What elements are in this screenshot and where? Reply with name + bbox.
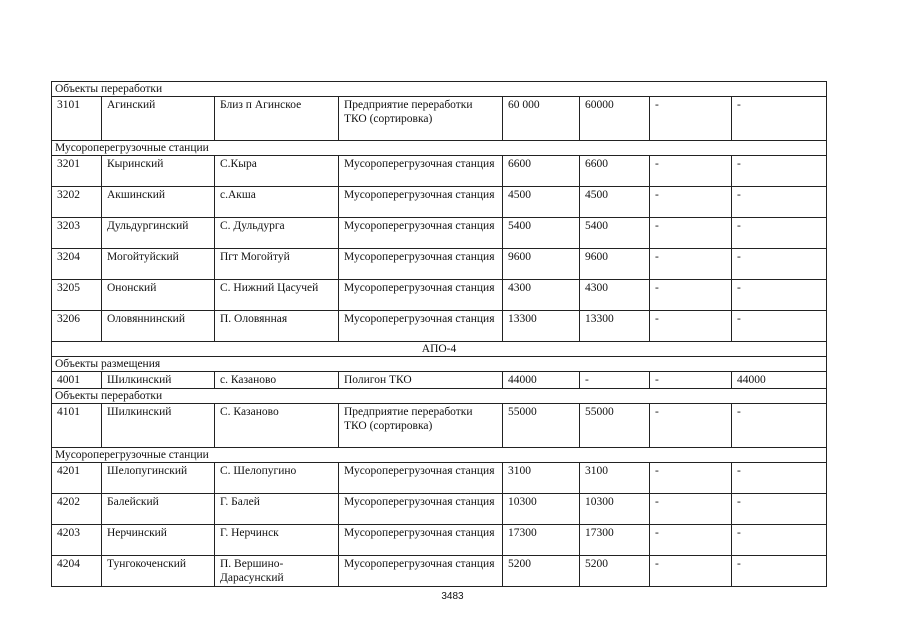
location-cell: П. Оловянная bbox=[215, 311, 339, 342]
district-cell: Агинский bbox=[102, 97, 215, 141]
processing-cell: 55000 bbox=[580, 404, 650, 448]
table-row bbox=[52, 404, 827, 448]
reserve-2-cell: - bbox=[732, 556, 827, 587]
capacity-cell: 4500 bbox=[503, 187, 580, 218]
reserve-2-cell: - bbox=[732, 404, 827, 448]
district-cell: Акшинский bbox=[102, 187, 215, 218]
section-heading-row bbox=[52, 357, 827, 372]
reserve-1-cell: - bbox=[650, 156, 732, 187]
location-cell: С. Нижний Цасучей bbox=[215, 280, 339, 311]
capacity-cell: 10300 bbox=[503, 494, 580, 525]
reserve-2-cell: - bbox=[732, 218, 827, 249]
capacity-cell: 5200 bbox=[503, 556, 580, 587]
table-row bbox=[52, 494, 827, 525]
location-cell: С. Дульдурга bbox=[215, 218, 339, 249]
reserve-2-cell: - bbox=[732, 156, 827, 187]
section-heading-row bbox=[52, 389, 827, 404]
capacity-cell: 6600 bbox=[503, 156, 580, 187]
table-row bbox=[52, 156, 827, 187]
reserve-2-cell: 44000 bbox=[732, 372, 827, 389]
group-heading: АПО-4 bbox=[52, 342, 827, 357]
reserve-1-cell: - bbox=[650, 372, 732, 389]
reserve-2-cell: - bbox=[732, 311, 827, 342]
reserve-2-cell: - bbox=[732, 280, 827, 311]
district-cell: Кыринский bbox=[102, 156, 215, 187]
district-cell: Ононский bbox=[102, 280, 215, 311]
reserve-2-cell: - bbox=[732, 187, 827, 218]
facility-type-cell: Мусороперегрузочная станция bbox=[339, 218, 503, 249]
facility-type-cell: Мусороперегрузочная станция bbox=[339, 525, 503, 556]
reserve-2-cell: - bbox=[732, 463, 827, 494]
district-cell: Шелопугинский bbox=[102, 463, 215, 494]
location-cell: С.Кыра bbox=[215, 156, 339, 187]
district-cell: Дульдургинский bbox=[102, 218, 215, 249]
processing-cell: - bbox=[580, 372, 650, 389]
capacity-cell: 9600 bbox=[503, 249, 580, 280]
facility-type-cell: Мусороперегрузочная станция bbox=[339, 187, 503, 218]
processing-cell: 10300 bbox=[580, 494, 650, 525]
section-heading: Мусороперегрузочные станции bbox=[52, 448, 827, 463]
district-cell: Нерчинский bbox=[102, 525, 215, 556]
facility-type-cell: Мусороперегрузочная станция bbox=[339, 463, 503, 494]
section-heading: Мусороперегрузочные станции bbox=[52, 141, 827, 156]
facility-type-cell: Предприятие переработки ТКО (сортировка) bbox=[339, 97, 503, 141]
reserve-1-cell: - bbox=[650, 249, 732, 280]
capacity-cell: 4300 bbox=[503, 280, 580, 311]
location-cell: П. Вершино-Дарасунский bbox=[215, 556, 339, 587]
table-row bbox=[52, 97, 827, 141]
capacity-cell: 13300 bbox=[503, 311, 580, 342]
processing-cell: 13300 bbox=[580, 311, 650, 342]
capacity-cell: 17300 bbox=[503, 525, 580, 556]
row-id-cell: 4201 bbox=[52, 463, 102, 494]
facility-type-cell: Мусороперегрузочная станция bbox=[339, 311, 503, 342]
reserve-2-cell: - bbox=[732, 249, 827, 280]
row-id-cell: 4204 bbox=[52, 556, 102, 587]
row-id-cell: 3203 bbox=[52, 218, 102, 249]
table-row bbox=[52, 280, 827, 311]
reserve-1-cell: - bbox=[650, 280, 732, 311]
processing-cell: 4300 bbox=[580, 280, 650, 311]
processing-cell: 60000 bbox=[580, 97, 650, 141]
district-cell: Шилкинский bbox=[102, 404, 215, 448]
facility-type-cell: Предприятие переработки ТКО (сортировка) bbox=[339, 404, 503, 448]
row-id-cell: 4001 bbox=[52, 372, 102, 389]
table-body bbox=[52, 82, 827, 587]
section-heading-row bbox=[52, 82, 827, 97]
processing-cell: 9600 bbox=[580, 249, 650, 280]
table-row bbox=[52, 463, 827, 494]
reserve-2-cell: - bbox=[732, 97, 827, 141]
location-cell: Г. Балей bbox=[215, 494, 339, 525]
section-heading: Объекты размещения bbox=[52, 357, 827, 372]
row-id-cell: 4101 bbox=[52, 404, 102, 448]
reserve-1-cell: - bbox=[650, 404, 732, 448]
row-id-cell: 3204 bbox=[52, 249, 102, 280]
location-cell: С. Казаново bbox=[215, 404, 339, 448]
capacity-cell: 3100 bbox=[503, 463, 580, 494]
facility-type-cell: Полигон ТКО bbox=[339, 372, 503, 389]
location-cell: с. Казаново bbox=[215, 372, 339, 389]
capacity-cell: 55000 bbox=[503, 404, 580, 448]
table-row bbox=[52, 187, 827, 218]
location-cell: Близ п Агинское bbox=[215, 97, 339, 141]
processing-cell: 5200 bbox=[580, 556, 650, 587]
table-row bbox=[52, 311, 827, 342]
row-id-cell: 4202 bbox=[52, 494, 102, 525]
table-row bbox=[52, 218, 827, 249]
processing-cell: 4500 bbox=[580, 187, 650, 218]
section-heading-row bbox=[52, 141, 827, 156]
district-cell: Шилкинский bbox=[102, 372, 215, 389]
location-cell: С. Шелопугино bbox=[215, 463, 339, 494]
row-id-cell: 3202 bbox=[52, 187, 102, 218]
reserve-1-cell: - bbox=[650, 556, 732, 587]
location-cell: с.Акша bbox=[215, 187, 339, 218]
processing-cell: 17300 bbox=[580, 525, 650, 556]
processing-cell: 5400 bbox=[580, 218, 650, 249]
section-heading: Объекты переработки bbox=[52, 82, 827, 97]
district-cell: Могойтуйский bbox=[102, 249, 215, 280]
reserve-2-cell: - bbox=[732, 525, 827, 556]
capacity-cell: 60 000 bbox=[503, 97, 580, 141]
page-number: 3483 bbox=[441, 591, 464, 602]
table-row bbox=[52, 249, 827, 280]
group-heading-row bbox=[52, 342, 827, 357]
district-cell: Балейский bbox=[102, 494, 215, 525]
location-cell: Г. Нерчинск bbox=[215, 525, 339, 556]
processing-cell: 6600 bbox=[580, 156, 650, 187]
row-id-cell: 3206 bbox=[52, 311, 102, 342]
reserve-1-cell: - bbox=[650, 218, 732, 249]
reserve-1-cell: - bbox=[650, 463, 732, 494]
facility-type-cell: Мусороперегрузочная станция bbox=[339, 280, 503, 311]
table-row bbox=[52, 372, 827, 389]
facilities-table bbox=[51, 81, 827, 587]
district-cell: Оловяннинский bbox=[102, 311, 215, 342]
row-id-cell: 3201 bbox=[52, 156, 102, 187]
reserve-1-cell: - bbox=[650, 525, 732, 556]
table-row bbox=[52, 556, 827, 587]
reserve-1-cell: - bbox=[650, 97, 732, 141]
capacity-cell: 44000 bbox=[503, 372, 580, 389]
reserve-2-cell: - bbox=[732, 494, 827, 525]
facility-type-cell: Мусороперегрузочная станция bbox=[339, 156, 503, 187]
section-heading-row bbox=[52, 448, 827, 463]
row-id-cell: 4203 bbox=[52, 525, 102, 556]
table-row bbox=[52, 525, 827, 556]
location-cell: Пгт Могойтуй bbox=[215, 249, 339, 280]
facility-type-cell: Мусороперегрузочная станция bbox=[339, 494, 503, 525]
row-id-cell: 3101 bbox=[52, 97, 102, 141]
facility-type-cell: Мусороперегрузочная станция bbox=[339, 249, 503, 280]
reserve-1-cell: - bbox=[650, 494, 732, 525]
processing-cell: 3100 bbox=[580, 463, 650, 494]
facility-type-cell: Мусороперегрузочная станция bbox=[339, 556, 503, 587]
section-heading: Объекты переработки bbox=[52, 389, 827, 404]
row-id-cell: 3205 bbox=[52, 280, 102, 311]
district-cell: Тунгокоченский bbox=[102, 556, 215, 587]
reserve-1-cell: - bbox=[650, 311, 732, 342]
capacity-cell: 5400 bbox=[503, 218, 580, 249]
reserve-1-cell: - bbox=[650, 187, 732, 218]
